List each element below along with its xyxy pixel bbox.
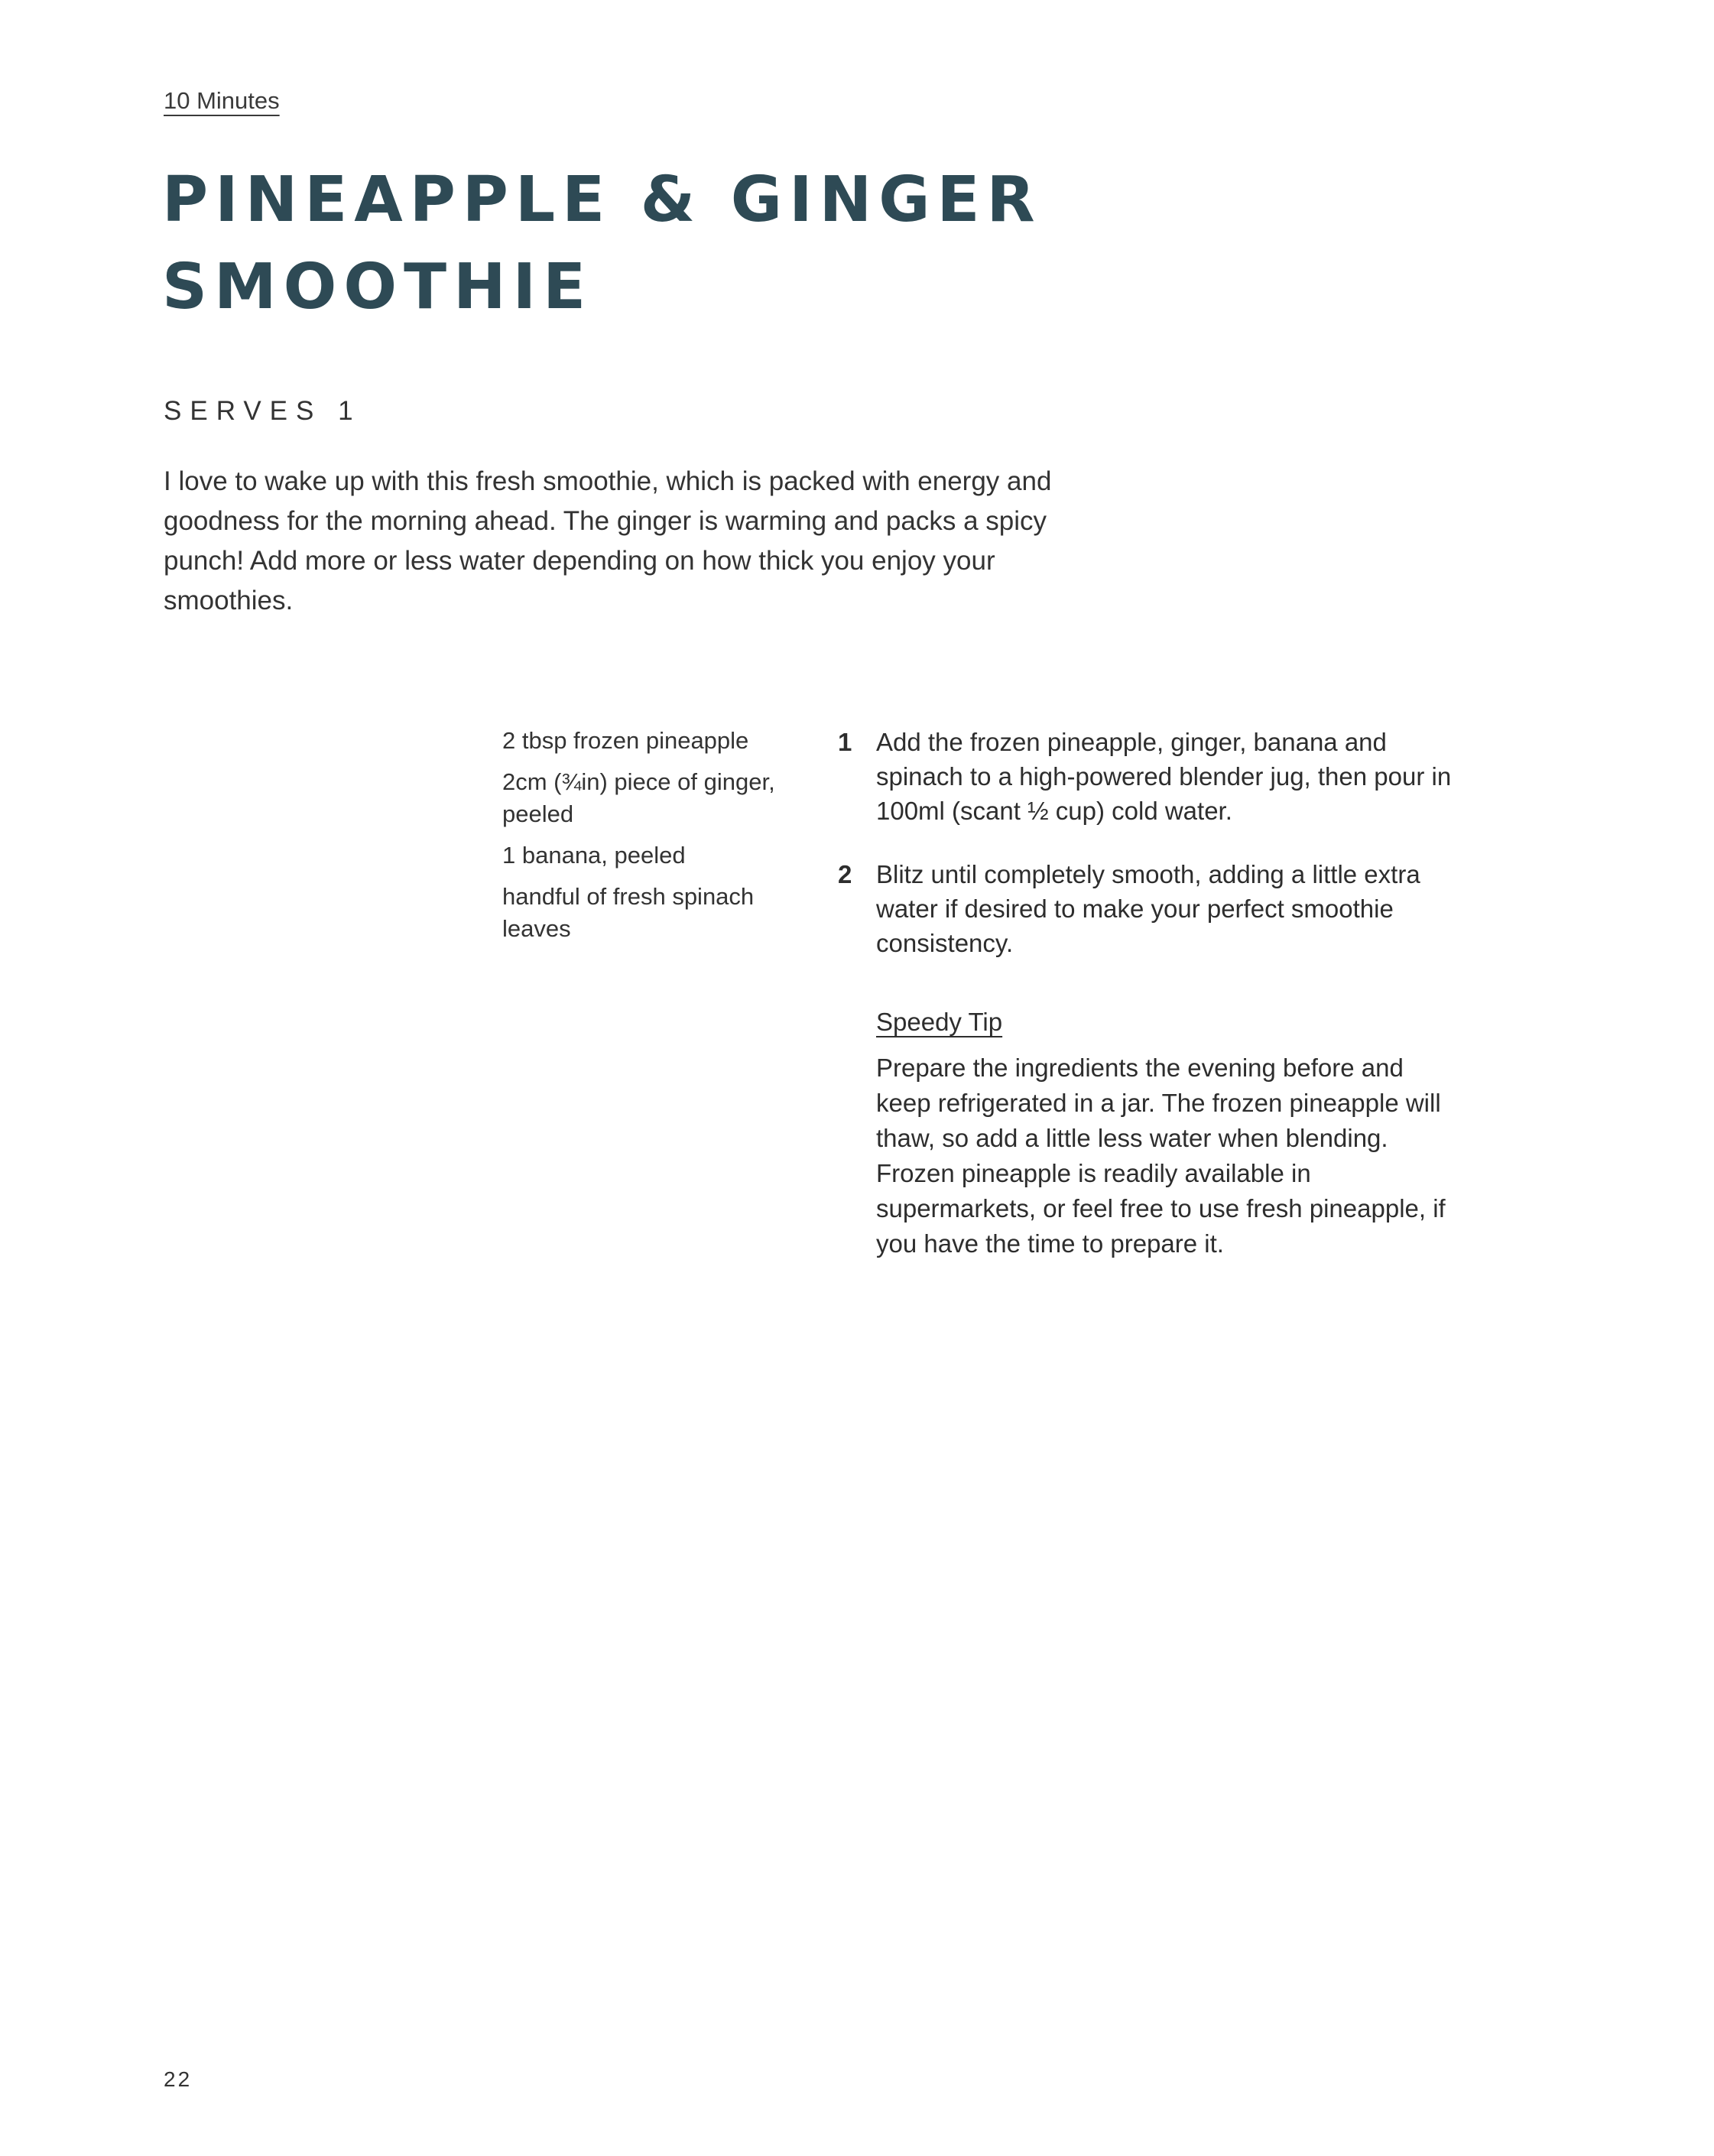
method-step <box>838 725 1465 828</box>
ingredient-item: handful of fresh spinach leaves <box>502 883 755 942</box>
ingredient-item: 2cm (¾in) piece of ginger, peeled <box>502 768 775 827</box>
recipe-title <box>162 157 1309 331</box>
step-text: Add the frozen pineapple, ginger, banana and spinach to a high-powered blender jug, then pour in 100ml (scant ½ cup) cold water. <box>876 728 1452 825</box>
method-step <box>838 857 1465 960</box>
page-number: 22 <box>164 2067 193 2091</box>
step-text: Blitz until completely smooth, adding a little extra water if desired to make your perfect smoothie consistency. <box>876 860 1420 957</box>
tip-text: Prepare the ingredients the evening before and keep refrigerated in a jar. The frozen pineapple will thaw, so add a little less water when blending. Frozen pineapple is readily available in supermarkets, or feel free to use fresh pineapple, if you have the time to prepare it. <box>876 1054 1446 1258</box>
step-number: 1 <box>838 728 852 756</box>
tip-heading: Speedy Tip <box>876 1008 1003 1036</box>
ingredient-item: 2 tbsp frozen pineapple <box>502 727 749 754</box>
recipe-title-line-2: SMOOTHIE <box>162 251 593 323</box>
ingredients-list <box>502 725 823 954</box>
recipe-intro: I love to wake up with this fresh smoothie, which is packed with energy and goodness for the morning ahead. The ginger is warming and packs a spicy punch! Add more or less water depending on how thick you enjoy your smoothies. <box>164 466 1052 615</box>
prep-time: 10 Minutes <box>164 87 280 114</box>
method-steps <box>838 725 1465 989</box>
ingredient-item: 1 banana, peeled <box>502 842 686 869</box>
serves-label: SERVES 1 <box>164 396 362 426</box>
step-number: 2 <box>838 860 852 888</box>
recipe-title-line-1: PINEAPPLE & GINGER <box>162 164 1042 236</box>
